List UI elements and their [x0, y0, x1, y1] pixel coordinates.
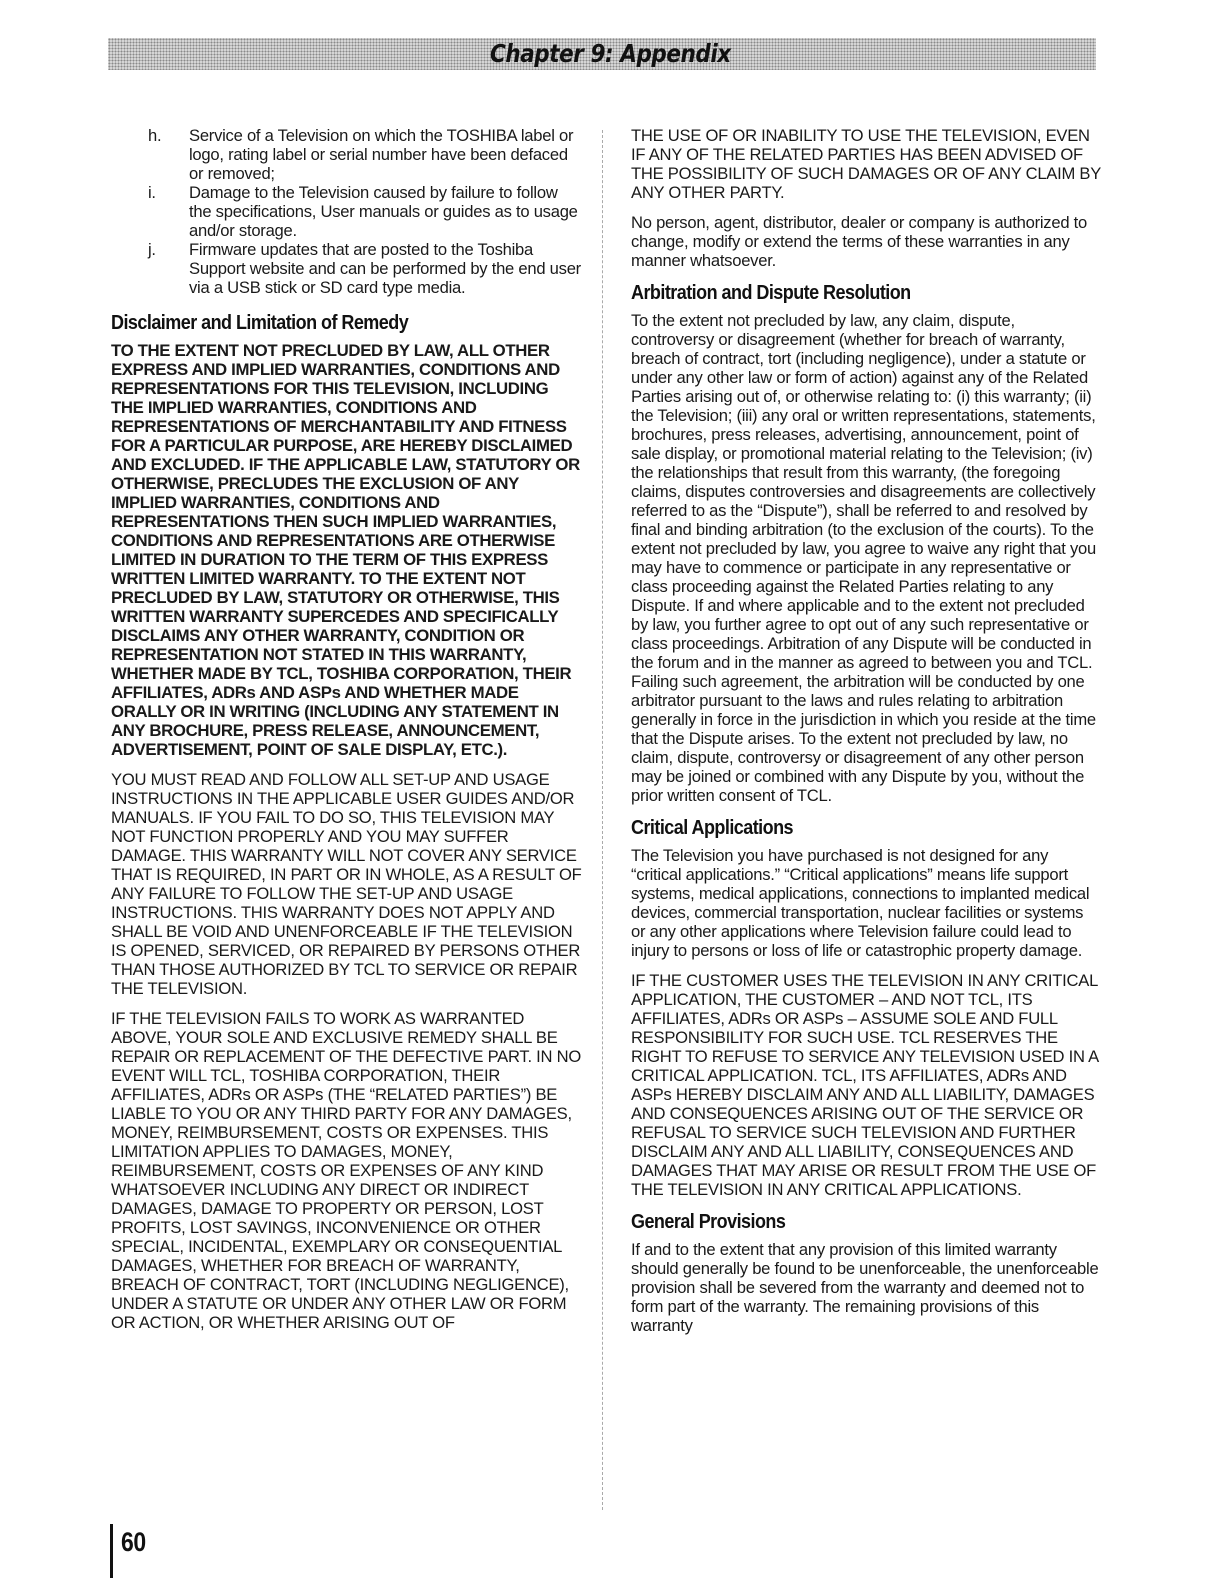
- critical-caps-paragraph: IF THE CUSTOMER USES THE TELEVISION IN ANY CRITICAL APPLICATION, THE CUSTOMER – AND NOT TCL, ITS AFFILIATES, ADRs OR ASPs – ASSUME SOLE AND FULL RESPONSIBILITY FOR SUCH USE. TCL RESERVES THE RIGHT TO REFUSE TO SERVICE ANY TELEVISION USED IN A CRITICAL APPLICATION. TCL, ITS AFFILIATES, ADRs AND ASPs HEREBY DISCLAIM ANY AND ALL LIABILITY, DAMAGES AND CONSEQUENCES ARISING OUT OF THE SERVICE OR REFUSAL TO SERVICE SUCH TELEVISION AND FURTHER DISCLAIM ANY AND ALL LIABILITY, CONSEQUENCES AND DAMAGES THAT MAY ARISE OR RESULT FROM THE USE OF THE TELEVISION IN ANY CRITICAL APPLICATIONS.: [631, 971, 1099, 1199]
- column-divider: [602, 130, 603, 1510]
- list-item: [148, 126, 583, 183]
- critical-applications-paragraph: The Television you have purchased is not designed for any “critical applications.” “Critical applications” means life support systems, medical applications, connections to implanted medical devices, commercial transportation, nuclear facilities or systems or any other applications where Television failure could lead to injury to persons or loss of life or catastrophic property damage.: [631, 846, 1090, 960]
- disclaimer-paragraph: TO THE EXTENT NOT PRECLUDED BY LAW, ALL OTHER EXPRESS AND IMPLIED WARRANTIES, CONDITIONS AND REPRESENTATIONS FOR THIS TELEVISION, INCLUDING THE IMPLIED WARRANTIES, CONDITIONS AND REPRESENTATIONS OF MERCHANTABILITY AND FITNESS FOR A PARTICULAR PURPOSE, ARE HEREBY DISCLAIMED AND EXCLUDED. IF THE APPLICABLE LAW, STATUTORY OR OTHERWISE, PRECLUDES THE EXCLUSION OF ANY IMPLIED WARRANTIES, CONDITIONS AND REPRESENTATIONS THEN SUCH IMPLIED WARRANTIES, CONDITIONS AND REPRESENTATIONS ARE OTHERWISE LIMITED IN DURATION TO THE TERM OF THIS EXPRESS WRITTEN LIMITED WARRANTY. TO THE EXTENT NOT PRECLUDED BY LAW, STATUTORY OR OTHERWISE, THIS WRITTEN WARRANTY SUPERCEDES AND SPECIFICALLY DISCLAIMS ANY OTHER WARRANTY, CONDITION OR REPRESENTATION NOT STATED IN THIS WARRANTY, WHETHER MADE BY TCL, TOSHIBA CORPORATION, THEIR AFFILIATES, ADRs AND ASPs AND WHETHER MADE ORALLY OR IN WRITING (INCLUDING ANY STATEMENT IN ANY BROCHURE, PRESS RELEASE, ANNOUNCEMENT, ADVERTISEMENT, POINT OF SALE DISPLAY, ETC.).: [111, 341, 580, 759]
- chapter-title: Chapter 9: Appendix: [490, 39, 731, 68]
- list-marker: j.: [148, 240, 156, 259]
- no-person-paragraph: No person, agent, distributor, dealer or company is authorized to change, modify or extend the terms of these warranties in any manner whatsoever.: [631, 213, 1088, 270]
- page-number-rule: [110, 1524, 113, 1578]
- list-marker: h.: [148, 126, 162, 145]
- list-item: [148, 240, 583, 297]
- remedy-paragraph: IF THE TELEVISION FAILS TO WORK AS WARRANTED ABOVE, YOUR SOLE AND EXCLUSIVE REMEDY SHALL BE REPAIR OR REPLACEMENT OF THE DEFECTIVE PART. IN NO EVENT WILL TCL, TOSHIBA CORPORATION, THEIR AFFILIATES, ADRs OR ASPs (THE “RELATED PARTIES”) BE LIABLE TO YOU OR ANY THIRD PARTY FOR ANY DAMAGES, MONEY, REIMBURSEMENT, COSTS OR EXPENSES. THIS LIMITATION APPLIES TO DAMAGES, MONEY, REIMBURSEMENT, COSTS OR EXPENSES OF ANY KIND WHATSOEVER INCLUDING ANY DIRECT OR INDIRECT DAMAGES, DAMAGE TO PROPERTY OR PERSON, LOST PROFITS, LOST SAVINGS, INCONVENIENCE OR OTHER SPECIAL, INCIDENTAL, EXEMPLARY OR CONSEQUENTIAL DAMAGES, WHETHER FOR BREACH OF WARRANTY, BREACH OF CONTRACT, TORT (INCLUDING NEGLIGENCE), UNDER A STATUTE OR UNDER ANY OTHER LAW OR FORM OR ACTION, OR WHETHER ARISING OUT OF: [111, 1009, 582, 1332]
- list-item: [148, 183, 583, 240]
- list-item-text: Firmware updates that are posted to the Toshiba Support website and can be performed by the end user via a USB stick or SD card type media.: [189, 240, 581, 297]
- list-item-text: Damage to the Television caused by failure to follow the specifications, User manuals or guides as to usage and/or storage.: [189, 183, 578, 240]
- list-marker: i.: [148, 183, 156, 202]
- exclusions-list: [148, 126, 583, 297]
- right-column: [631, 126, 1101, 1335]
- continuation-paragraph: THE USE OF OR INABILITY TO USE THE TELEVISION, EVEN IF ANY OF THE RELATED PARTIES HAS BEEN ADVISED OF THE POSSIBILITY OF SUCH DAMAGES OR OF ANY CLAIM BY ANY OTHER PARTY.: [631, 126, 1101, 202]
- left-column: [111, 126, 583, 1332]
- arbitration-heading: Arbitration and Dispute Resolution: [631, 282, 911, 304]
- general-provisions-heading: General Provisions: [631, 1211, 786, 1233]
- disclaimer-heading: Disclaimer and Limitation of Remedy: [111, 312, 409, 334]
- list-item-text: Service of a Television on which the TOSHIBA label or logo, rating label or serial number have been defaced or removed;: [189, 126, 574, 183]
- general-provisions-paragraph: If and to the extent that any provision of this limited warranty should generally be found to be unenforceable, the unenforceable provision shall be severed from the warranty and deemed not to form part of the warranty. The remaining provisions of this warranty: [631, 1240, 1099, 1335]
- critical-applications-heading: Critical Applications: [631, 817, 794, 839]
- page-number: 60: [121, 1527, 146, 1557]
- must-read-paragraph: YOU MUST READ AND FOLLOW ALL SET-UP AND USAGE INSTRUCTIONS IN THE APPLICABLE USER GUIDES AND/OR MANUALS. IF YOU FAIL TO DO SO, THIS TELEVISION MAY NOT FUNCTION PROPERLY AND YOU MAY SUFFER DAMAGE. THIS WARRANTY WILL NOT COVER ANY SERVICE THAT IS REQUIRED, IN PART OR IN WHOLE, AS A RESULT OF ANY FAILURE TO FOLLOW THE SET-UP AND USAGE INSTRUCTIONS. THIS WARRANTY DOES NOT APPLY AND SHALL BE VOID AND UNENFORCEABLE IF THE TELEVISION IS OPENED, SERVICED, OR REPAIRED BY PERSONS OTHER THAN THOSE AUTHORIZED BY TCL TO SERVICE OR REPAIR THE TELEVISION.: [111, 770, 582, 998]
- arbitration-paragraph: To the extent not precluded by law, any claim, dispute, controversy or disagreement (whether for breach of warranty, breach of contract, tort (including negligence), under a statute or under any other law or form of action) against any of the Related Parties arising out of, or otherwise relating to: (i) this warranty; (ii) the Television; (iii) any oral or written representations, statements, brochures, press releases, advertising, announcement, point of sale display, or promotional material relating to the Television; (iv) the relationships that result from this warranty, (the foregoing claims, disputes controversies and disagreements are collectively referred to as the “Dispute”), shall be referred to and resolved by final and binding arbitration (to the exclusion of the courts). To the extent not precluded by law, you agree to waive any right that you may have to commence or participate in any representative or class proceeding against the Related Parties relating to any Dispute. If and where applicable and to the extent not precluded by law, you further agree to opt out of any such representative or class proceedings. Arbitration of any Dispute will be conducted in the forum and in the manner as agreed to between you and TCL. Failing such agreement, the arbitration will be conducted by one arbitrator pursuant to the laws and rules relating to arbitration generally in force in the jurisdiction in which you reside at the time that the Dispute arises. To the extent not precluded by law, no claim, dispute, controversy or disagreement of any other person may be joined or combined with any Dispute by you, without the prior written consent of TCL.: [631, 311, 1097, 805]
